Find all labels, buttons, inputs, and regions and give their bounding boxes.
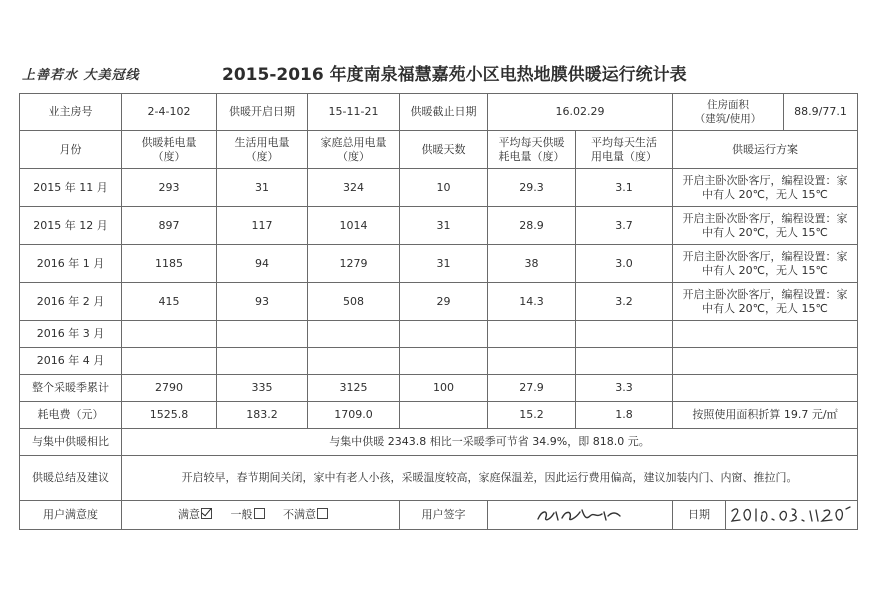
season-total-avg-life: 3.3 (576, 375, 673, 402)
row-life (217, 348, 308, 375)
season-total-label: 整个采暖季累计 (20, 375, 122, 402)
row-heat: 293 (122, 169, 217, 207)
summary-text: 开启较早，春节期间关闭，家中有老人小孩，采暖温度较高，家庭保温差，因此运行费用偏高，建议加装内门、内窗、推拉门。 (122, 456, 858, 501)
start-date-value: 15-11-21 (308, 94, 400, 131)
row-days (400, 348, 488, 375)
table-row (20, 245, 858, 283)
checkbox-checked-icon[interactable] (201, 508, 212, 519)
row-plan (673, 321, 858, 348)
season-total-plan (673, 375, 858, 402)
row-heat: 897 (122, 207, 217, 245)
row-total: 1279 (308, 245, 400, 283)
row-avg-life (576, 321, 673, 348)
row-days: 10 (400, 169, 488, 207)
season-total-days: 100 (400, 375, 488, 402)
row-life: 117 (217, 207, 308, 245)
compare-label: 与集中供暖相比 (20, 429, 122, 456)
sign-label: 用户签字 (400, 501, 488, 530)
cost-label: 耗电费（元） (20, 402, 122, 429)
row-days: 31 (400, 245, 488, 283)
season-total-heat: 2790 (122, 375, 217, 402)
row-plan: 开启主卧次卧客厅，编程设置：家 中有人 20℃，无人 15℃ (673, 169, 858, 207)
summary-row (20, 456, 858, 501)
cost-days (400, 402, 488, 429)
row-total (308, 321, 400, 348)
col-avg-heat: 平均每天供暖 耗电量（度） (488, 131, 576, 169)
row-life (217, 321, 308, 348)
owner-room-label: 业主房号 (20, 94, 122, 131)
date-label: 日期 (673, 501, 726, 529)
season-total-row (20, 375, 858, 402)
row-avg-heat (488, 348, 576, 375)
area-label: 住房面积 (707, 99, 750, 111)
row-month: 2016 年 2 月 (20, 283, 122, 321)
season-total-avg-heat: 27.9 (488, 375, 576, 402)
row-days (400, 321, 488, 348)
handwritten-date-icon (726, 503, 856, 527)
row-heat (122, 348, 217, 375)
info-row (20, 94, 858, 131)
compare-text: 与集中供暖 2343.8 相比一采暖季可节省 34.9%，即 818.0 元。 (122, 429, 858, 456)
season-total-life: 335 (217, 375, 308, 402)
area-sublabel: （建筑/使用） (694, 113, 762, 125)
motto: 上善若水 大美冠线 (22, 68, 140, 83)
row-heat (122, 321, 217, 348)
row-heat: 1185 (122, 245, 217, 283)
row-avg-heat: 14.3 (488, 283, 576, 321)
col-life-kwh: 生活用电量 （度） (217, 131, 308, 169)
row-plan: 开启主卧次卧客厅，编程设置：家 中有人 20℃，无人 15℃ (673, 245, 858, 283)
row-life: 31 (217, 169, 308, 207)
handwritten-signature-icon (520, 504, 640, 526)
row-avg-life (576, 348, 673, 375)
row-month: 2016 年 1 月 (20, 245, 122, 283)
row-life: 94 (217, 245, 308, 283)
row-avg-heat (488, 321, 576, 348)
table-row (20, 348, 858, 375)
table-row (20, 169, 858, 207)
row-month: 2015 年 11 月 (20, 169, 122, 207)
option-average[interactable]: 一般 (231, 508, 266, 521)
col-total-kwh: 家庭总用电量 （度） (308, 131, 400, 169)
column-header-row (20, 131, 858, 169)
heating-statistics-table (19, 93, 858, 530)
row-plan: 开启主卧次卧客厅，编程设置：家 中有人 20℃，无人 15℃ (673, 283, 858, 321)
col-avg-life: 平均每天生活 用电量（度） (576, 131, 673, 169)
col-month: 月份 (20, 131, 122, 169)
season-total-total: 3125 (308, 375, 400, 402)
row-plan (673, 348, 858, 375)
row-days: 29 (400, 283, 488, 321)
row-heat: 415 (122, 283, 217, 321)
row-total: 508 (308, 283, 400, 321)
cost-note: 按照使用面积折算 19.7 元/㎡ (673, 402, 858, 429)
row-avg-heat: 28.9 (488, 207, 576, 245)
satisfaction-label: 用户满意度 (20, 501, 122, 530)
row-month: 2016 年 3 月 (20, 321, 122, 348)
page-title: 2015-2016 年度南泉福慧嘉苑小区电热地膜供暖运行统计表 (222, 65, 687, 85)
start-date-label: 供暖开启日期 (217, 94, 308, 131)
area-value: 88.9/77.1 (794, 105, 847, 118)
summary-label: 供暖总结及建议 (20, 456, 122, 501)
row-total (308, 348, 400, 375)
row-avg-life: 3.7 (576, 207, 673, 245)
row-plan: 开启主卧次卧客厅，编程设置：家 中有人 20℃，无人 15℃ (673, 207, 858, 245)
date-cell (673, 501, 858, 530)
compare-row (20, 429, 858, 456)
cost-life: 183.2 (217, 402, 308, 429)
col-plan: 供暖运行方案 (673, 131, 858, 169)
option-unsatisfied[interactable]: 不满意 (283, 508, 329, 521)
cost-avg-heat: 15.2 (488, 402, 576, 429)
table-row (20, 283, 858, 321)
option-satisfied[interactable]: 满意 (178, 508, 213, 521)
area-cell (673, 94, 858, 131)
cost-avg-life: 1.8 (576, 402, 673, 429)
table-row (20, 207, 858, 245)
row-total: 324 (308, 169, 400, 207)
cost-total: 1709.0 (308, 402, 400, 429)
satisfaction-options (122, 501, 400, 530)
row-avg-heat: 38 (488, 245, 576, 283)
checkbox-icon[interactable] (254, 508, 265, 519)
col-heat-kwh: 供暖耗电量 （度） (122, 131, 217, 169)
table-row (20, 321, 858, 348)
satisfaction-row (20, 501, 858, 530)
row-avg-life: 3.1 (576, 169, 673, 207)
checkbox-icon[interactable] (317, 508, 328, 519)
end-date-value: 16.02.29 (488, 94, 673, 131)
row-avg-life: 3.2 (576, 283, 673, 321)
row-life: 93 (217, 283, 308, 321)
cost-heat: 1525.8 (122, 402, 217, 429)
row-month: 2015 年 12 月 (20, 207, 122, 245)
owner-room-value: 2-4-102 (122, 94, 217, 131)
end-date-label: 供暖截止日期 (400, 94, 488, 131)
row-days: 31 (400, 207, 488, 245)
row-total: 1014 (308, 207, 400, 245)
row-avg-heat: 29.3 (488, 169, 576, 207)
row-avg-life: 3.0 (576, 245, 673, 283)
cost-row (20, 402, 858, 429)
col-days: 供暖天数 (400, 131, 488, 169)
row-month: 2016 年 4 月 (20, 348, 122, 375)
signature (488, 501, 673, 530)
